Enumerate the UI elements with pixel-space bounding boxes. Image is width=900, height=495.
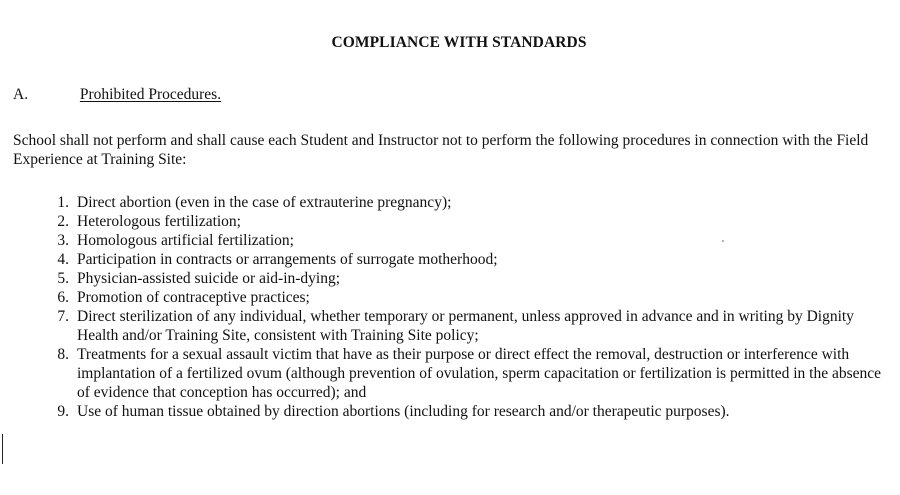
- section-title: Prohibited Procedures.: [79, 86, 222, 103]
- list-item-text: Treatments for a sexual assault victim that have as their purpose or direct effect the removal, destruction or interference with implantation of a fertilized ovum (although prevention of ovulation, sperm capacitation or fertilization is permitted in the absence of evidence that conception has occurred); and: [77, 346, 882, 401]
- list-item: [0, 288, 887, 307]
- list-item-text: Heterologous fertilization;: [77, 213, 241, 230]
- list-item-number: 7.: [57, 308, 69, 325]
- list-item-text: Use of human tissue obtained by direction abortions (including for research and/or therapeutic purposes).: [77, 403, 730, 420]
- list-item-number: 6.: [57, 289, 69, 306]
- scan-speck: [722, 240, 724, 242]
- list-item: [0, 402, 887, 421]
- list-item-number: 5.: [57, 270, 69, 287]
- list-item: [0, 231, 887, 250]
- list-item: [0, 345, 887, 402]
- section-heading: [13, 86, 221, 104]
- list-item-text: Direct abortion (even in the case of extrauterine pregnancy);: [77, 194, 452, 211]
- list-item-text: Direct sterilization of any individual, whether temporary or permanent, unless approved in advance and in writing by Dignity Health and/or Training Site, consistent with Training Site policy;: [77, 308, 854, 344]
- list-item-number: 2.: [57, 213, 69, 230]
- list-item: [0, 193, 887, 212]
- list-item: [0, 269, 887, 288]
- document-title: COMPLIANCE WITH STANDARDS: [331, 34, 587, 51]
- list-item-number: 1.: [57, 194, 69, 211]
- list-item-number: 3.: [57, 232, 69, 249]
- list-item-number: 9.: [57, 403, 69, 420]
- list-item: [0, 250, 887, 269]
- list-item-text: Promotion of contraceptive practices;: [77, 289, 310, 306]
- list-item-number: 8.: [57, 346, 69, 363]
- list-item-number: 4.: [57, 251, 69, 268]
- list-item-text: Participation in contracts or arrangements of surrogate motherhood;: [77, 251, 498, 268]
- prohibited-procedures-list: [0, 193, 900, 421]
- list-item: [0, 307, 887, 345]
- list-item: [0, 212, 887, 231]
- list-item-text: Homologous artificial fertilization;: [77, 232, 294, 249]
- section-letter: A.: [13, 86, 29, 103]
- text-cursor: [2, 434, 3, 464]
- intro-paragraph: School shall not perform and shall cause each Student and Instructor not to perform the following procedures in connection with the Field Experience at Training Site:: [13, 132, 869, 168]
- list-item-text: Physician-assisted suicide or aid-in-dying;: [77, 270, 341, 287]
